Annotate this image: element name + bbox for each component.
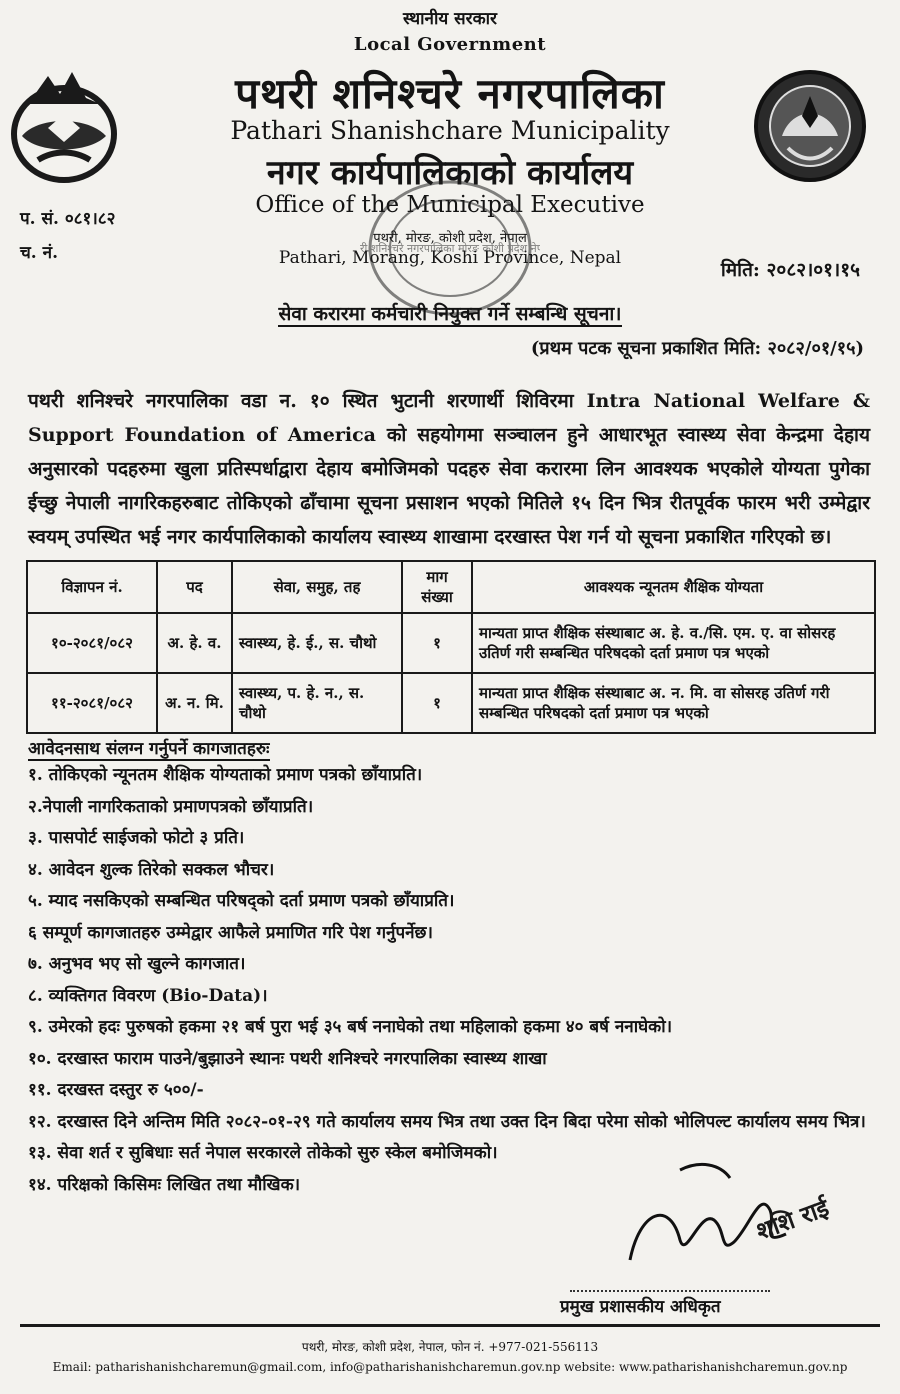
footer-address: पथरी, मोरङ, कोशी प्रदेश, नेपाल, फोन नं. +977-021-556113 bbox=[301, 1340, 599, 1354]
list-item: ७. अनुभव भए सो खुल्ने कागजात। bbox=[28, 954, 246, 974]
cell-ad-no: १०-२०८१/०८२ bbox=[27, 613, 157, 673]
signature-area bbox=[610, 1150, 880, 1290]
cell-service: स्वास्थ्य, प. हे. न., स. चौथो bbox=[232, 673, 402, 733]
top-label-np: स्थानीय सरकार bbox=[402, 9, 497, 29]
list-item: ५. म्याद नसकिएको सम्बन्धित परिषद्को दर्ता प्रमाण पत्रको छाँयाप्रति। bbox=[28, 891, 455, 911]
table-row bbox=[27, 613, 875, 673]
footer-divider bbox=[20, 1324, 880, 1327]
list-item: ४. आवेदन शुल्क तिरेको सक्कल भौचर। bbox=[28, 859, 275, 880]
cell-post: अ. न. मि. bbox=[157, 673, 232, 733]
table-header-row bbox=[27, 561, 875, 613]
list-item: १४. परिक्षको किसिमः लिखित तथा मौखिक। bbox=[28, 1174, 301, 1195]
list-item: ६ सम्पूर्ण कागजातहरु उम्मेद्वार आफैले प्रमाणित गरि पेश गर्नुपर्नेछ। bbox=[28, 922, 433, 943]
signatory-title: प्रमुख प्रशासकीय अधिकृत bbox=[560, 1297, 721, 1317]
list-item: ९. उमेरको हदः पुरुषको हकमा २१ बर्ष पुरा भई ३५ बर्ष ननाघेको तथा महिलाको हकमा ४० बर्ष ननाघेको। bbox=[28, 1017, 673, 1037]
header-post: पद bbox=[157, 561, 232, 613]
dispatch-number: च. नं. bbox=[20, 243, 58, 263]
signature-line bbox=[570, 1290, 770, 1292]
cell-service: स्वास्थ्य, हे. ई., स. चौथो bbox=[232, 613, 402, 673]
cell-count: १ bbox=[402, 613, 472, 673]
list-item: १०. दरखास्त फाराम पाउने/बुझाउने स्थानः पथरी शनिश्चरे नगरपालिका स्वास्थ्य शाखा bbox=[28, 1048, 547, 1069]
cell-qualification: मान्यता प्राप्त शैक्षिक संस्थाबाट अ. न. मि. वा सोसरह उतिर्ण गरी सम्बन्धित परिषदको दर्ता प्रमाण पत्र भएको bbox=[472, 673, 875, 733]
header-qualification: आवश्यक न्यूनतम शैक्षिक योग्यता bbox=[472, 561, 875, 613]
header-ad-no: विज्ञापन नं. bbox=[27, 561, 157, 613]
list-item: १३. सेवा शर्त र सुबिधाः सर्त नेपाल सरकारले तोकेको सुरु स्केल बमोजिमको। bbox=[28, 1143, 498, 1163]
table-row bbox=[27, 673, 875, 733]
list-item: ११. दरखस्त दस्तुर रु ५००/- bbox=[28, 1080, 204, 1100]
municipality-name-en: Pathari Shanishchare Municipality bbox=[230, 116, 670, 145]
header-count: माग संख्या bbox=[402, 561, 472, 613]
signature-stamp-text: शशि राई bbox=[752, 1193, 833, 1246]
municipality-name-np: पथरी शनिश्चरे नगरपालिका bbox=[235, 69, 665, 118]
vacancy-table bbox=[26, 560, 876, 734]
list-item: १. तोकिएको न्यूनतम शैक्षिक योग्यताको प्रमाण पत्रको छाँयाप्रति। bbox=[28, 765, 423, 785]
address-en: Pathari, Morang, Koshi Province, Nepal bbox=[278, 248, 622, 268]
cell-qualification: मान्यता प्राप्त शैक्षिक संस्थाबाट अ. हे. व./सि. एम. ए. वा सोसरह उतिर्ण गरी सम्बन्धित परिषदको दर्ता प्रमाण पत्र भएको bbox=[472, 613, 875, 673]
office-name-en: Office of the Municipal Executive bbox=[255, 192, 645, 218]
header-service: सेवा, समुह, तह bbox=[232, 561, 402, 613]
list-item: २.नेपाली नागरिकताको प्रमाणपत्रको छाँयाप्रति। bbox=[28, 796, 314, 817]
documents-title: आवेदनसाथ संलग्न गर्नुपर्ने कागजातहरुः bbox=[28, 739, 270, 759]
cell-ad-no: ११-२०८१/०८२ bbox=[27, 673, 157, 733]
list-item: ३. पासपोर्ट साईजको फोटो ३ प्रति। bbox=[28, 828, 245, 848]
address-np: पथरी, मोरङ, कोशी प्रदेश, नेपाल bbox=[373, 231, 527, 246]
notice-body: पथरी शनिश्चरे नगरपालिका वडा न. १० स्थित भुटानी शरणार्थी शिविरमा Intra National Welfare & Support Foundation of America को सहयोगमा सञ्चालन हुने आधारभूत स्वास्थ्य सेवा केन्द्रमा देहाय अनुसारको पदहरुमा खुला प्रतिस्पर्धाद्वारा देहाय बमोजिमको पदहरु सेवा करारमा लिन आवश्यक भएकोले योग्यता पुगेका ईच्छु नेपाली नागरिकहरुबाट तोकिएको ढाँचामा सूचना प्रसाशन भएको मितिले १५ दिन भित्र रीतपूर्वक फारम भरी उम्मेद्वार स्वयम् उपस्थित भई नगर कार्यपालिकाको कार्यालय स्वास्थ्य शाखामा दरखास्त पेश गर्न यो सूचना प्रकाशित गरिएको छ। bbox=[28, 390, 870, 548]
footer-contacts: Email: patharishanishcharemun@gmail.com, info@patharishanishcharemun.gov.np website: www.patharishanishcharemun.gov.np bbox=[52, 1360, 848, 1374]
cell-count: १ bbox=[402, 673, 472, 733]
office-name-np: नगर कार्यपालिकाको कार्यालय bbox=[266, 153, 634, 193]
notice-date: मिति: २०८२।०१।१५ bbox=[720, 259, 860, 281]
list-item: ८. व्यक्तिगत विवरण (Bio-Data)। bbox=[28, 985, 268, 1006]
reference-number: प. सं. ०८१।८२ bbox=[20, 209, 116, 229]
published-date: (प्रथम पटक सूचना प्रकाशित मिति: २०८२/०१/१५) bbox=[530, 338, 864, 359]
documents-list bbox=[28, 760, 878, 1201]
top-label-en: Local Government bbox=[353, 34, 547, 55]
seal-text: री शनिश्चरे नगरपालिका मोरङ कोशी प्रदेश ने bbox=[360, 242, 537, 255]
list-item: १२. दरखास्त दिने अन्तिम मिति २०८२-०१-२९ गते कार्यालय समय भित्र तथा उक्त दिन बिदा परेमा सोको भोलिपल्ट कार्यालय समय भित्र। bbox=[28, 1111, 866, 1132]
notice-title: सेवा करारमा कर्मचारी नियुक्त गर्ने सम्बन्धि सूचना। bbox=[278, 303, 622, 325]
cell-post: अ. हे. व. bbox=[157, 613, 232, 673]
